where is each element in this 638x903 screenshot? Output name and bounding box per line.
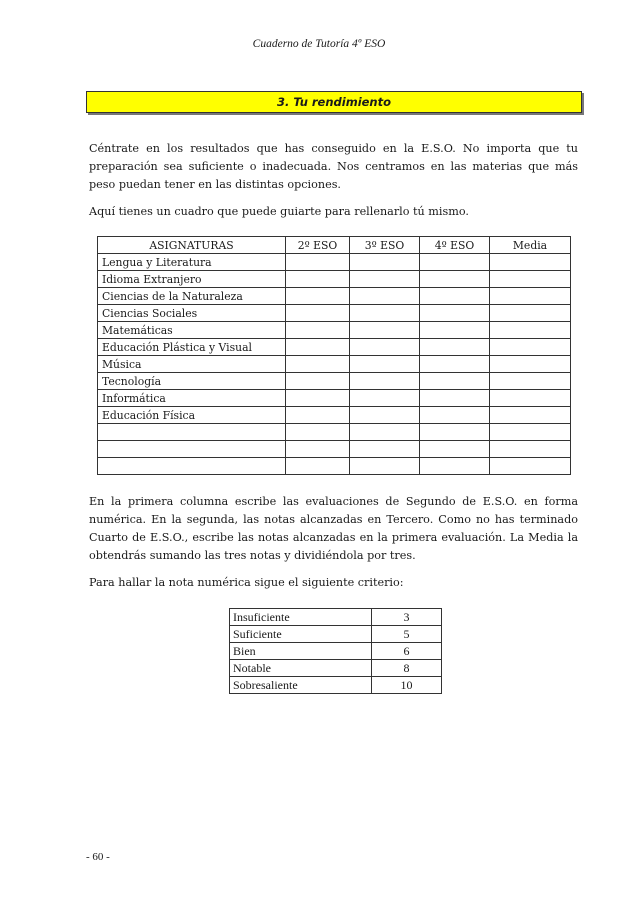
grade-cell <box>420 288 490 305</box>
subject-name <box>98 424 286 441</box>
table-row <box>98 254 571 271</box>
grade-cell <box>286 407 350 424</box>
criteria-row <box>230 626 442 643</box>
grade-cell <box>350 390 420 407</box>
criteria-value: 8 <box>372 660 442 677</box>
table-row <box>98 288 571 305</box>
grade-cell <box>350 288 420 305</box>
grade-cell <box>420 373 490 390</box>
table-header-row <box>98 237 571 254</box>
subject-name <box>98 441 286 458</box>
grade-cell <box>350 271 420 288</box>
grade-cell <box>350 339 420 356</box>
table-row-empty <box>98 424 571 441</box>
grade-cell <box>420 322 490 339</box>
criteria-row <box>230 660 442 677</box>
table-row <box>98 322 571 339</box>
grade-cell <box>286 356 350 373</box>
grade-cell <box>286 373 350 390</box>
grade-cell <box>286 254 350 271</box>
criteria-value: 3 <box>372 609 442 626</box>
criteria-row <box>230 643 442 660</box>
table-row <box>98 407 571 424</box>
header-2eso: 2º ESO <box>286 237 350 254</box>
average-cell <box>490 271 571 288</box>
grade-cell <box>350 254 420 271</box>
grade-cell <box>420 458 490 475</box>
average-cell <box>490 373 571 390</box>
average-cell <box>490 390 571 407</box>
average-cell <box>490 441 571 458</box>
grade-cell <box>286 424 350 441</box>
criteria-row <box>230 609 442 626</box>
subject-name: Lengua y Literatura <box>98 254 286 271</box>
subject-name: Idioma Extranjero <box>98 271 286 288</box>
grade-cell <box>420 254 490 271</box>
header-media: Media <box>490 237 571 254</box>
table-row <box>98 271 571 288</box>
grade-cell <box>420 424 490 441</box>
average-cell <box>490 254 571 271</box>
subject-name: Educación Plástica y Visual <box>98 339 286 356</box>
page-header: Cuaderno de Tutoría 4º ESO <box>252 38 386 50</box>
grade-cell <box>350 356 420 373</box>
grade-cell <box>420 305 490 322</box>
grade-cell <box>286 288 350 305</box>
subject-name: Ciencias de la Naturaleza <box>98 288 286 305</box>
average-cell <box>490 424 571 441</box>
grade-cell <box>420 271 490 288</box>
intro-paragraph: Céntrate en los resultados que has conseguido en la E.S.O. No importa que tu preparación sea suficiente o inadecuada. Nos centramos en las materias que más peso puedan tener en las distintas opciones. <box>89 142 578 191</box>
criteria-row <box>230 677 442 694</box>
grade-cell <box>286 271 350 288</box>
subjects-table <box>97 236 571 475</box>
subject-name: Educación Física <box>98 407 286 424</box>
criteria-value: 6 <box>372 643 442 660</box>
instructions-paragraph: En la primera columna escribe las evaluaciones de Segundo de E.S.O. en forma numérica. En la segunda, las notas alcanzadas en Tercero. Como no has terminado Cuarto de E.S.O., escribe las notas alcanzadas en la primera evaluación. La Media la obtendrás sumando las tres notas y dividiéndola por tres. <box>89 495 578 562</box>
criteria-label: Notable <box>230 660 372 677</box>
subject-name: Ciencias Sociales <box>98 305 286 322</box>
grade-cell <box>420 441 490 458</box>
grade-cell <box>350 407 420 424</box>
grade-cell <box>350 424 420 441</box>
header-4eso: 4º ESO <box>420 237 490 254</box>
grade-cell <box>350 322 420 339</box>
grade-cell <box>286 305 350 322</box>
grade-cell <box>286 339 350 356</box>
table-row-empty <box>98 458 571 475</box>
page-number: - 60 - <box>86 851 110 863</box>
grade-cell <box>286 322 350 339</box>
average-cell <box>490 458 571 475</box>
criteria-label: Sobresaliente <box>230 677 372 694</box>
grade-cell <box>350 458 420 475</box>
subject-name: Tecnología <box>98 373 286 390</box>
table-row <box>98 339 571 356</box>
table-intro-paragraph: Aquí tienes un cuadro que puede guiarte para rellenarlo tú mismo. <box>89 205 469 218</box>
average-cell <box>490 288 571 305</box>
header-3eso: 3º ESO <box>350 237 420 254</box>
grade-cell <box>350 373 420 390</box>
criteria-value: 5 <box>372 626 442 643</box>
criteria-label: Insuficiente <box>230 609 372 626</box>
average-cell <box>490 356 571 373</box>
grade-cell <box>420 390 490 407</box>
average-cell <box>490 322 571 339</box>
table-row <box>98 356 571 373</box>
average-cell <box>490 305 571 322</box>
criteria-label: Bien <box>230 643 372 660</box>
table-row <box>98 305 571 322</box>
grade-cell <box>420 407 490 424</box>
grade-cell <box>286 441 350 458</box>
grading-criteria-table <box>229 608 442 694</box>
table-row <box>98 373 571 390</box>
subject-name <box>98 458 286 475</box>
grade-cell <box>286 390 350 407</box>
subject-name: Música <box>98 356 286 373</box>
subject-name: Informática <box>98 390 286 407</box>
grade-cell <box>420 356 490 373</box>
grade-cell <box>420 339 490 356</box>
table-row <box>98 390 571 407</box>
header-subjects: ASIGNATURAS <box>98 237 286 254</box>
criteria-value: 10 <box>372 677 442 694</box>
grade-cell <box>350 305 420 322</box>
criteria-intro-paragraph: Para hallar la nota numérica sigue el siguiente criterio: <box>89 576 404 589</box>
criteria-label: Suficiente <box>230 626 372 643</box>
subject-name: Matemáticas <box>98 322 286 339</box>
average-cell <box>490 407 571 424</box>
section-title: 3. Tu rendimiento <box>86 91 582 113</box>
average-cell <box>490 339 571 356</box>
grade-cell <box>350 441 420 458</box>
grade-cell <box>286 458 350 475</box>
table-row-empty <box>98 441 571 458</box>
